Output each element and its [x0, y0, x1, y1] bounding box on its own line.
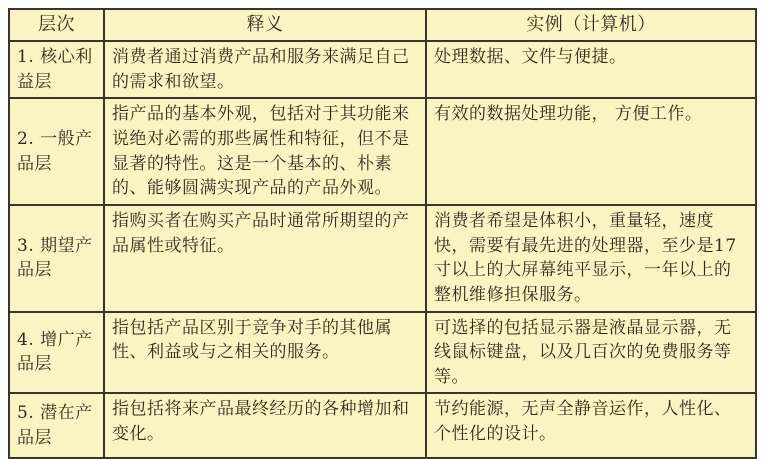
table-row-expected-product — [9, 205, 756, 312]
level-cell: 1. 核心利益层 — [9, 41, 104, 98]
definition-cell: 指包括产品区别于竞争对手的其他属性、利益或与之相关的服务。 — [104, 312, 426, 394]
definition-cell: 指包括将来产品最终经历的各种增加和变化。 — [104, 393, 426, 458]
definition-cell: 指购买者在购买产品时通常所期望的产品属性或特征。 — [104, 205, 426, 312]
product-levels-table — [8, 8, 757, 459]
table-row-generic-product — [9, 98, 756, 205]
level-cell: 2. 一般产品层 — [9, 98, 104, 205]
table-row-core-benefit — [9, 41, 756, 98]
example-cell: 节约能源，无声全静音运作，人性化、个性化的设计。 — [426, 393, 756, 458]
header-definition: 释义 — [104, 9, 426, 41]
header-row — [9, 9, 756, 41]
definition-cell: 指产品的基本外观，包括对于其功能来说绝对必需的那些属性和特征，但不是显著的特性。这是一个基本的、朴素的、能够圆满实现产品的产品外观。 — [104, 98, 426, 205]
product-levels-table-container — [8, 8, 757, 459]
level-cell: 4. 增广产品层 — [9, 312, 104, 394]
example-cell: 消费者希望是体积小，重量轻，速度快，需要有最先进的处理器，至少是17寸以上的大屏幕纯平显示，一年以上的整机维修担保服务。 — [426, 205, 756, 312]
example-cell: 处理数据、文件与便捷。 — [426, 41, 756, 98]
header-level: 层次 — [9, 9, 104, 41]
table-row-potential-product — [9, 393, 756, 458]
level-cell: 5. 潜在产品层 — [9, 393, 104, 458]
example-cell: 有效的数据处理功能， 方便工作。 — [426, 98, 756, 205]
example-cell: 可选择的包括显示器是液晶显示器，无线鼠标键盘，以及几百次的免费服务等等。 — [426, 312, 756, 394]
table-row-augmented-product — [9, 312, 756, 394]
level-cell: 3. 期望产品层 — [9, 205, 104, 312]
header-example: 实例（计算机） — [426, 9, 756, 41]
definition-cell: 消费者通过消费产品和服务来满足自己的需求和欲望。 — [104, 41, 426, 98]
